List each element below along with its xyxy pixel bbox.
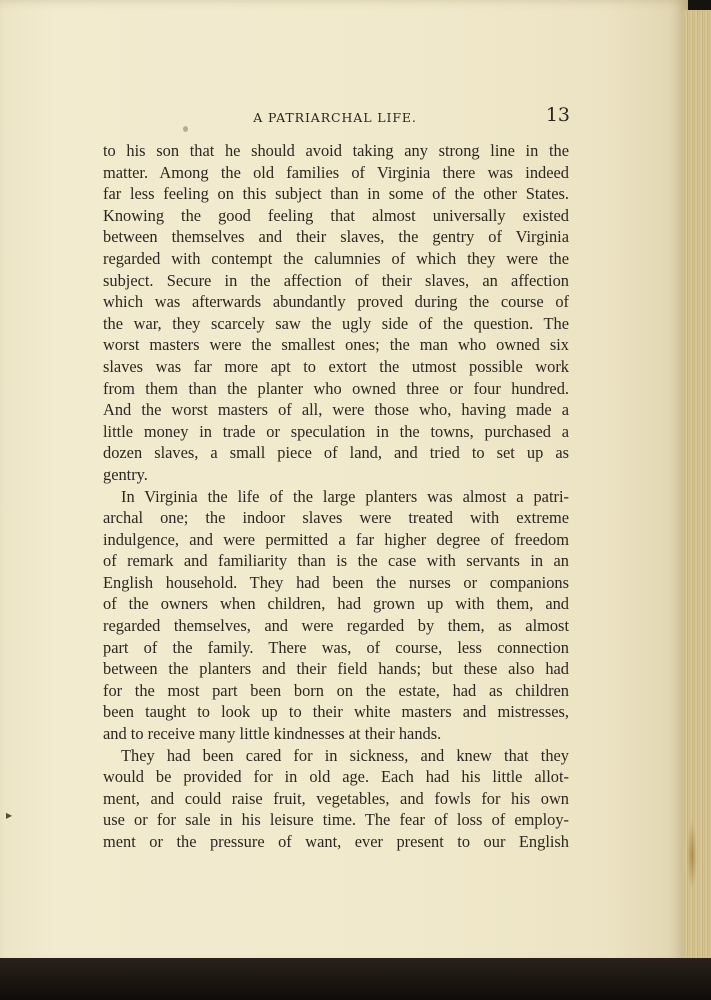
text-line: ment, and could raise fruit, vegetables, and fowls for his own <box>103 788 569 808</box>
text-line: far less feeling on this subject than in some of the other States. <box>103 184 569 204</box>
text-line: indulgence, and were permitted a far higher degree of freedom <box>103 529 569 549</box>
text-line: which was afterwards abundantly proved during the course of <box>103 292 569 312</box>
text-line: use or for sale in his leisure time. The fear of loss of employ- <box>103 810 569 830</box>
text-line: for the most part been born on the estate, had as children <box>103 680 569 700</box>
text-line: worst masters were the smallest ones; the man who owned six <box>103 335 569 355</box>
text-line: been taught to look up to their white masters and mistresses, <box>103 702 569 722</box>
text-line: archal one; the indoor slaves were treated with extreme <box>103 508 569 528</box>
page-edge-stack <box>683 10 711 958</box>
text-line: regarded themselves, and were regarded by them, as almost <box>103 616 569 636</box>
paragraph <box>103 486 569 745</box>
text-line: gentry. <box>103 464 148 484</box>
body-text <box>103 140 569 853</box>
paragraph <box>103 140 569 486</box>
text-line: slaves was far more apt to extort the utmost possible work <box>103 356 569 376</box>
running-head: A PATRIARCHAL LIFE. <box>253 110 417 125</box>
text-line: regarded with contempt the calumnies of which they were the <box>103 248 569 268</box>
bottom-shadow <box>0 958 711 1000</box>
page-header <box>100 104 570 130</box>
margin-mark: ▸ <box>6 808 13 822</box>
text-line: dozen slaves, a small piece of land, and tried to set up as <box>103 443 569 463</box>
text-line: part of the family. There was, of course, less connection <box>103 637 569 657</box>
text-line: would be provided for in old age. Each had his little allot- <box>103 767 569 787</box>
text-line: and to receive many little kindnesses at their hands. <box>103 724 442 744</box>
text-line: between themselves and their slaves, the gentry of Virginia <box>103 227 569 247</box>
page-number: 13 <box>545 104 570 126</box>
text-line: They had been cared for in sickness, and knew that they <box>121 745 569 765</box>
paragraph <box>103 745 569 853</box>
text-line: of the owners when children, had grown up with them, and <box>103 594 569 614</box>
text-line: of remark and familiarity than is the case with servants in an <box>103 551 569 571</box>
text-line: In Virginia the life of the large planters was almost a patri- <box>121 486 569 506</box>
text-line: ment or the pressure of want, ever present to our English <box>103 832 569 851</box>
text-line: to his son that he should avoid taking any strong line in the <box>103 141 569 160</box>
text-line: little money in trade or speculation in the towns, purchased a <box>103 421 569 441</box>
text-line: subject. Secure in the affection of their slaves, an affection <box>103 270 569 290</box>
text-line: from them than the planter who owned three or four hundred. <box>103 378 569 398</box>
text-line: between the planters and their field hands; but these also had <box>103 659 569 679</box>
text-line: Knowing the good feeling that almost universally existed <box>103 205 569 225</box>
text-line: And the worst masters of all, were those who, having made a <box>103 400 569 420</box>
text-line: English household. They had been the nurses or companions <box>103 572 569 592</box>
text-line: the war, they scarcely saw the ugly side of the question. The <box>103 313 569 333</box>
text-line: matter. Among the old families of Virginia there was indeed <box>103 162 569 182</box>
